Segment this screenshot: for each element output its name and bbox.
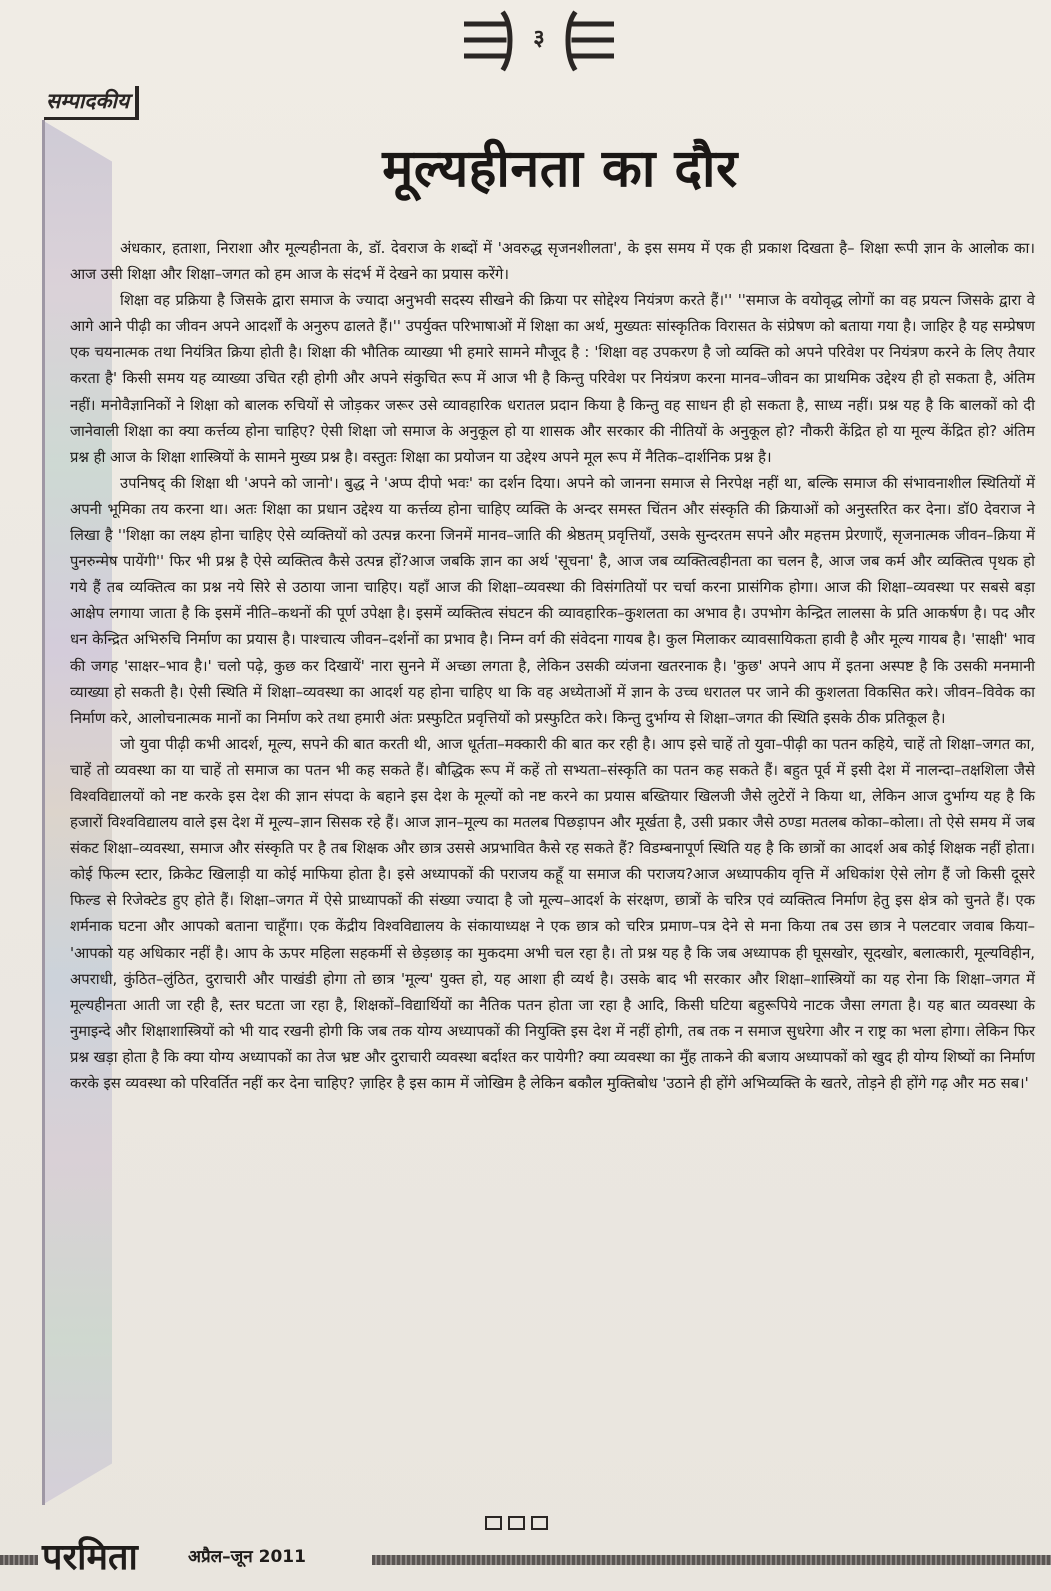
- issue-date: अप्रैल–जून 2011: [188, 1547, 306, 1567]
- article-body: [70, 236, 1035, 1097]
- article-paragraph: उपनिषद् की शिक्षा थी 'अपने को जानो'। बुद्ध ने 'अप्प दीपो भवः' का दर्शन दिया। अपने को जानना समाज से निरपेक्ष नहीं था, बल्कि समाज की संभावनाशील स्थितियों में अपनी भूमिका तय करना था। अतः शिक्षा का प्रधान उद्देश्य या कर्त्तव्य होना चाहिए व्यक्ति के अन्दर समस्त चिंतन और संस्कृति की क्रियाओं को अनुस्तरित कर देना। डॉ0 देवराज ने लिखा है ''शिक्षा का लक्ष्य होना चाहिए ऐसे व्यक्तियों को उत्पन्न करना जिनमें मानव–जाति की श्रेष्ठतम् प्रवृत्तियाँ, उसके सुन्दरतम सपने और महत्तम प्रेरणाएँ, सृजनात्मक जीवन–क्रिया में पुनरुन्मेष पायेंगी'' फिर भी प्रश्न है ऐसे व्यक्तित्व कैसे उत्पन्न हों?आज जबकि ज्ञान का अर्थ 'सूचना' है, आज जब व्यक्तित्वहीनता का चलन है, आज जब कर्म और व्यक्तित्व पृथक हो गये हैं तब व्यक्तित्व का प्रश्न नये सिरे से उठाया जाना चाहिए। यहाँ आज की शिक्षा–व्यवस्था की विसंगतियों पर चर्चा करना प्रासंगिक होगा। आज की शिक्षा–व्यवस्था पर सबसे बड़ा आक्षेप लगाया जाता है कि इसमें नीति–कथनों की पूर्ण उपेक्षा है। इसमें व्यक्तित्व संघटन की व्यावहारिक–कुशलता का अभाव है। उपभोग केन्द्रित लालसा के प्रति आकर्षण है। पद और धन केन्द्रित अभिरुचि निर्माण का प्रयास है। पाश्चात्य जीवन–दर्शनों का प्रभाव है। निम्न वर्ग की संवेदना गायब है। कुल मिलाकर व्यावसायिकता हावी है और मूल्य गायब है। 'साक्षी' भाव की जगह 'साक्षर–भाव है।' चलो पढ़े, कुछ कर दिखायें' नारा सुनने में अच्छा लगता है, लेकिन उसकी व्यंजना खतरनाक है। 'कुछ' अपने आप में इतना अस्पष्ट है कि उसकी मनमानी व्याख्या हो सकती है। ऐसी स्थिति में शिक्षा–व्यवस्था का आदर्श यह होना चाहिए था कि वह अध्येताओं में ज्ञान के उच्च धरातल पर जाने की कुशलता विकसित करे। जीवन–विवेक का निर्माण करे, आलोचनात्मक मानों का निर्माण करे तथा हमारी अंतः प्रस्फुटित प्रवृत्तियों को प्रस्फुटित करे। किन्तु दुर्भाग्य से शिक्षा–जगत की स्थिति इसके ठीक प्रतिकूल है।: [70, 474, 1035, 727]
- end-mark-box: [508, 1516, 525, 1530]
- section-label: सम्पादकीय: [44, 86, 139, 120]
- article-end-mark: [485, 1516, 548, 1530]
- footer-rule-right: [372, 1555, 1051, 1565]
- magazine-name: परमिता: [42, 1537, 138, 1578]
- article-title: मूल्यहीनता का दौर: [382, 139, 738, 199]
- end-mark-box: [531, 1516, 548, 1530]
- decorative-ribbon-edge: [42, 120, 45, 1505]
- footer-rule-left: [0, 1555, 38, 1565]
- article-paragraph: जो युवा पीढ़ी कभी आदर्श, मूल्य, सपने की बात करती थी, आज धूर्तता–मक्कारी की बात कर रही है। आप इसे चाहें तो युवा–पीढ़ी का पतन कहिये, चाहें तो शिक्षा–जगत का, चाहें तो व्यवस्था का या चाहें तो समाज का पतन भी कह सकते हैं। बौद्धिक रूप में कहें तो सभ्यता–संस्कृति का पतन कह सकते हैं। बहुत पूर्व में इसी देश में नालन्दा–तक्षशिला जैसे विश्वविद्यालयों को नष्ट करके इस देश की ज्ञान संपदा के बहाने इस देश के मूल्यों को नष्ट करने का प्रयास बख्तियार खिलजी जैसे लुटेरों ने किया था, लेकिन आज दुर्भाग्य यह है कि हजारों विश्वविद्यालय वाले इस देश में मूल्य–ज्ञान सिसक रहे हैं। आज ज्ञान–मूल्य का मतलब पिछड़ापन और मूर्खता है, उसी प्रकार जैसे ठण्डा मतलब कोका–कोला। तो ऐसे समय में जब संकट शिक्षा–व्यवस्था, समाज और संस्कृति पर है तब शिक्षक और छात्र उससे अप्रभावित कैसे रह सकते हैं? विडम्बनापूर्ण स्थिति यह है कि छात्रों का आदर्श अब कोई शिक्षक नहीं होता। कोई फिल्म स्टार, क्रिकेट खिलाड़ी या कोई माफिया होता है। इसे अध्यापकों की पराजय कहूँ या समाज की पराजय?आज अध्यापकीय वृत्ति में अधिकांश ऐसे लोग हैं जो किसी दूसरे फिल्ड से रिजेक्टेड हुए होते हैं। शिक्षा–जगत में ऐसे प्राध्यापकों की संख्या ज्यादा है जो मूल्य–आदर्श के संरक्षण, छात्रों के चरित्र एवं व्यक्तित्व निर्माण हेतु इस क्षेत्र को चुनते हैं। एक शर्मनाक घटना और आपको बताना चाहूँगा। एक केंद्रीय विश्वविद्यालय के संकायाध्यक्ष ने एक छात्र को चरित्र प्रमाण–पत्र देने से मना किया तब उस छात्र ने पलटवार जवाब किया– 'आपको यह अधिकार नहीं है। आप के ऊपर महिला सहकर्मी से छेड़छाड़ का मुकदमा अभी चल रहा है। तो प्रश्न यह है कि जब अध्यापक ही घूसखोर, सूदखोर, बलात्कारी, मूल्यविहीन, अपराधी, कुंठित–लुंठित, दुराचारी और पाखंडी होगा तो छात्र 'मूल्य' युक्त हो, यह आशा ही व्यर्थ है। उसके बाद भी सरकार और शिक्षा–शास्त्रियों का यह रोना कि शिक्षा–जगत में मूल्यहीनता आती जा रही है, स्तर घटता जा रहा है, शिक्षकों–विद्यार्थियों का नैतिक पतन होता जा रहा है आदि, किसी घटिया बहुरूपिये नाटक जैसा लगता है। यह बात व्यवस्था के नुमाइन्दे और शिक्षाशास्त्रियों को भी याद रखनी होगी कि जब तक योग्य अध्यापकों की नियुक्ति इस देश में नहीं होगी, तब तक न समाज सुधरेगा और न राष्ट्र का भला होगा। लेकिन फिर प्रश्न खड़ा होता है कि क्या योग्य अध्यापकों का तेज भ्रष्ट और दुराचारी व्यवस्था बर्दाश्त कर पायेगी? क्या व्यवस्था का मुँह ताकने की बजाय अध्यापकों को खुद ही योग्य शिष्यों का निर्माण करके इस व्यवस्था को परिवर्तित नहीं कर देना चाहिए? ज़ाहिर है इस काम में जोखिम है लेकिन बकौल मुक्तिबोध 'उठाने ही होंगे अभिव्यक्ति के खतरे, तोड़ने ही होंगे गढ़ और मठ सब।': [70, 735, 1035, 1092]
- end-mark-box: [485, 1516, 502, 1530]
- article-paragraph: शिक्षा वह प्रक्रिया है जिसके द्वारा समाज के ज्यादा अनुभवी सदस्य सीखने की क्रिया पर सोद्देश्य नियंत्रण करते हैं।'' ''समाज के वयोवृद्ध लोगों का वह प्रयत्न जिसके द्वारा वे आगे आने पीढ़ी का जीवन अपने आदर्शों के अनुरुप ढालते हैं।'' उपर्युक्त परिभाषाओं में शिक्षा का अर्थ, मुख्यतः सांस्कृतिक विरासत के संप्रेषण को बताया गया है। जाहिर है यह सम्प्रेषण एक चयनात्मक तथा नियंत्रित क्रिया होती है। शिक्षा की भौतिक व्याख्या भी हमारे सामने मौजूद है : 'शिक्षा वह उपकरण है जो व्यक्ति को अपने परिवेश पर नियंत्रण करने के लिए तैयार करता है' किसी समय यह व्याख्या उचित रही होगी और अपने संकुचित रूप में आज भी है किन्तु परिवेश पर नियंत्रण करना मानव–जीवन का प्राथमिक उद्देश्य ही हो सकता है, अंतिम नहीं। मनोवैज्ञानिकों ने शिक्षा को बालक रुचियों से जोड़कर जरूर उसे व्यावहारिक धरातल प्रदान किया है किन्तु वह साधन ही हो सकता है, साध्य नहीं। प्रश्न यह है कि बालकों को दी जानेवाली शिक्षा का क्या कर्त्तव्य होना चाहिए? ऐसी शिक्षा जो समाज के अनुकूल हो या शासक और सरकार की नीतियों के अनुकूल हो? नौकरी केंद्रित हो या मूल्य केंद्रित हो? अंतिम प्रश्न ही आज के शिक्षा शास्त्रियों के सामने मुख्य प्रश्न है। वस्तुतः शिक्षा का प्रयोजन या उद्देश्य अपने मूल रूप में नैतिक–दार्शनिक प्रश्न है।: [70, 292, 1035, 466]
- article-paragraph: अंधकार, हताशा, निराशा और मूल्यहीनता के, डॉ. देवराज के शब्दों में 'अवरुद्ध सृजनशीलता', के इस समय में एक ही प्रकाश दिखता है– शिक्षा रूपी ज्ञान के आलोक का। आज उसी शिक्षा और शिक्षा–जगत को हम आज के संदर्भ में देखने का प्रयास करेंगे।: [70, 240, 1035, 284]
- page-number: ३: [533, 26, 545, 51]
